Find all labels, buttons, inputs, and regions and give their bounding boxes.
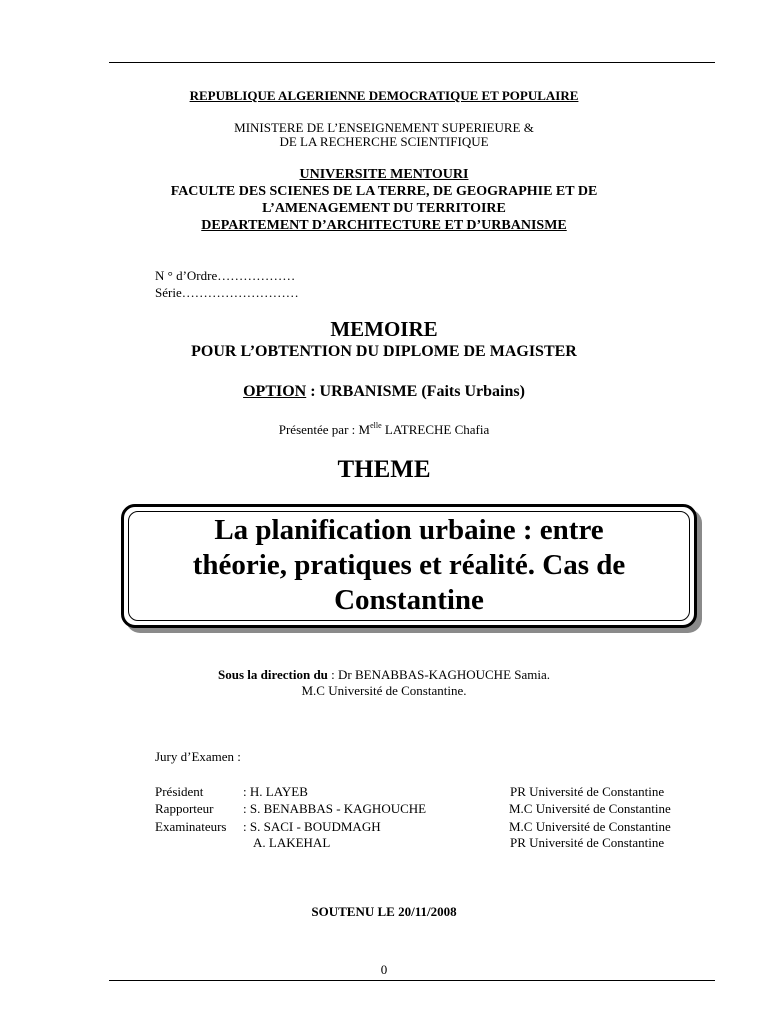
presented-prefix: Présentée par : M bbox=[278, 422, 371, 437]
university-name: UNIVERSITE MENTOURI bbox=[299, 167, 469, 182]
jury-name: : S. SACI - BOUDMAGH bbox=[243, 819, 381, 834]
jury-name: : S. BENABBAS - KAGHOUCHE bbox=[243, 801, 427, 816]
jury-role: Rapporteur bbox=[155, 801, 214, 816]
ministry-line-1: MINISTERE DE L’ENSEIGNEMENT SUPERIEURE & bbox=[234, 120, 534, 135]
republic-heading: REPUBLIQUE ALGERIENNE DEMOCRATIQUE ET POPULAIRE bbox=[189, 88, 579, 103]
top-rule bbox=[109, 62, 715, 63]
memoire-title: MEMOIRE bbox=[330, 317, 438, 341]
option-value: : URBANISME (Faits Urbains) bbox=[306, 383, 525, 400]
supervisor-affiliation: M.C Université de Constantine. bbox=[301, 683, 467, 698]
jury-role: Président bbox=[155, 784, 204, 799]
option-label: OPTION bbox=[243, 383, 307, 400]
option-line bbox=[0, 382, 768, 402]
series-number: Série……………………… bbox=[155, 285, 299, 300]
bottom-rule bbox=[109, 980, 715, 981]
department-name: DEPARTEMENT D’ARCHITECTURE ET D’URBANISME bbox=[201, 218, 567, 233]
theme-title-line-1: La planification urbaine : entre bbox=[214, 514, 604, 546]
defense-date: SOUTENU LE 20/11/2008 bbox=[311, 904, 457, 919]
jury-name: : H. LAYEB bbox=[243, 784, 308, 799]
jury-affiliation: M.C Université de Constantine bbox=[509, 801, 671, 816]
presented-title-sup: elle bbox=[370, 421, 382, 430]
supervisor-name: : Dr BENABBAS-KAGHOUCHE Samia. bbox=[327, 667, 551, 682]
jury-affiliation: M.C Université de Constantine bbox=[509, 819, 671, 834]
supervisor-label: Sous la direction du bbox=[217, 667, 328, 682]
presented-name: LATRECHE Chafia bbox=[381, 422, 490, 437]
theme-title-line-3: Constantine bbox=[334, 584, 484, 616]
theme-heading: THEME bbox=[337, 456, 431, 483]
theme-title-box bbox=[121, 504, 697, 628]
faculty-line-2: L’AMENAGEMENT DU TERRITOIRE bbox=[262, 201, 506, 216]
presented-by bbox=[0, 422, 768, 438]
page-number: 0 bbox=[380, 962, 388, 977]
jury-affiliation: PR Université de Constantine bbox=[510, 784, 665, 799]
memoire-subtitle: POUR L’OBTENTION DU DIPLOME DE MAGISTER bbox=[191, 343, 577, 360]
order-number: N ° d’Ordre……………… bbox=[155, 268, 296, 283]
jury-title: Jury d’Examen : bbox=[155, 749, 241, 764]
faculty-line-1: FACULTE DES SCIENES DE LA TERRE, DE GEOGRAPHIE ET DE bbox=[170, 184, 598, 199]
theme-title-line-2: théorie, pratiques et réalité. Cas de bbox=[192, 549, 626, 581]
jury-role: Examinateurs bbox=[155, 819, 227, 834]
supervisor-line bbox=[0, 667, 768, 683]
theme-title bbox=[124, 513, 694, 618]
ministry-line-2: DE LA RECHERCHE SCIENTIFIQUE bbox=[279, 134, 489, 149]
jury-affiliation: PR Université de Constantine bbox=[510, 835, 665, 850]
jury-name: A. LAKEHAL bbox=[253, 835, 331, 850]
